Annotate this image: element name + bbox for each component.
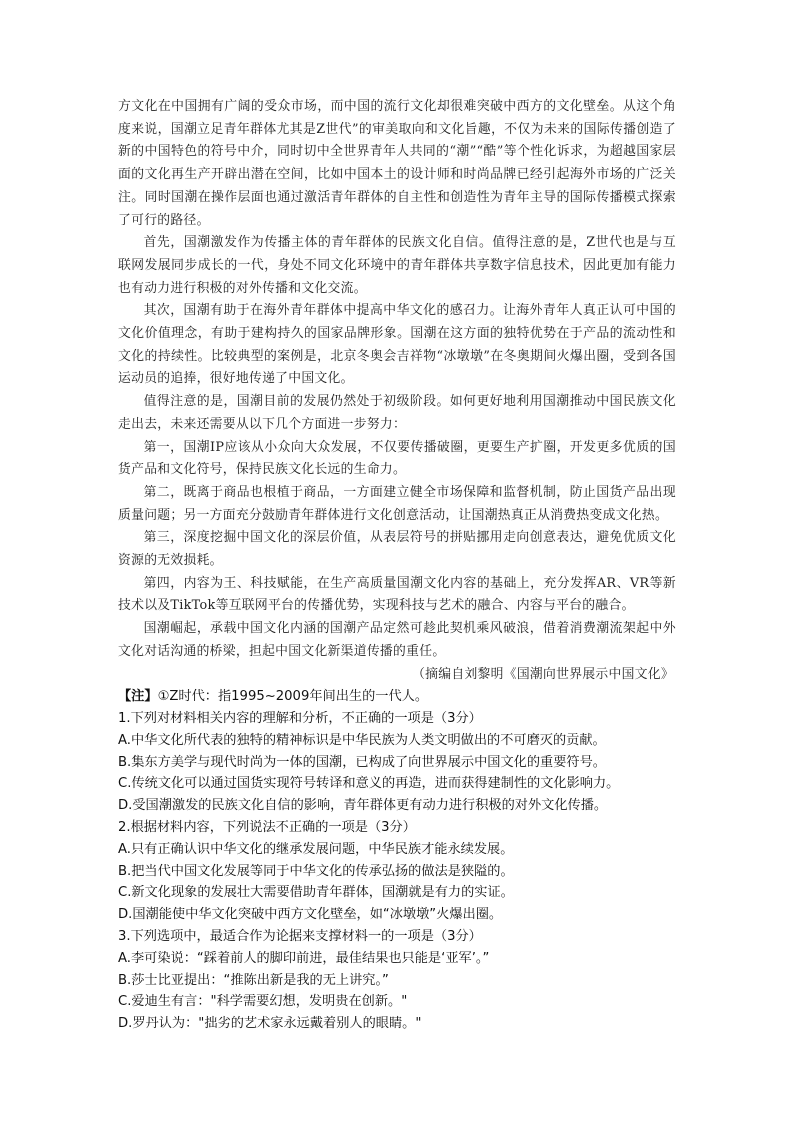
question-1-stem: 1.下列对材料相关内容的理解和分析，不正确的一项是（3分） — [118, 711, 482, 727]
question-3-option-b: B.莎士比亚提出：“推陈出新是我的无上讲究。” — [118, 972, 389, 988]
passage-source: （摘编自刘黎明《国潮向世界展示中国文化》 — [412, 666, 674, 682]
reading-passage — [118, 96, 676, 686]
footnote-text: ①Z时代：指1995~2009年间出生的一代人。 — [157, 689, 429, 705]
passage-paragraph-1: 方文化在中国拥有广阔的受众市场，而中国的流行文化却很难突破中西方的文化壁垒。从这个角度来说，国潮立足青年群体尤其是Z世代”的审美取向和文化旨趣，不仅为未来的国际传播创造了新的中国特色的符号中介，同时切中全世界青年人共同的“潮”“酷”等个性化诉求，为超越国家层面的文化再生产开辟出潜在空间，比如中国本土的设计师和时尚品牌已经引起海外市场的广泛关注。同时国潮在操作层面也通过激活青年群体的自主性和创造性为青年主导的国际传播模式探索了可行的路径。 — [118, 99, 676, 228]
question-1-option-c: C.传统文化可以通过国货实现符号转译和意义的再造，进而获得建制性的文化影响力。 — [118, 776, 620, 792]
question-section — [118, 686, 676, 1035]
question-2-option-c: C.新文化现象的发展壮大需要借助青年群体，国潮就是有力的实证。 — [118, 885, 514, 901]
question-2-option-d: D.国潮能使中华文化突破中西方文化壁垒，如“冰墩墩”火爆出圈。 — [118, 907, 503, 923]
footnote-label: 【注】 — [118, 689, 158, 705]
question-2-option-b: B.把当代中国文化发展等同于中华文化的传承弘扬的做法是狭隘的。 — [118, 863, 514, 879]
passage-paragraph-3: 其次，国潮有助于在海外青年群体中提高中华文化的感召力。让海外青年人真正认可中国的文化价值理念，有助于建构持久的国家品牌形象。国潮在这方面的独特优势在于产品的流动性和文化的持续性。比较典型的案例是，北京冬奥会吉祥物“冰墩墩”在冬奥期间火爆出圈，受到各国运动员的追捧，很好地传递了中国文化。 — [118, 303, 676, 387]
passage-paragraph-7: 第三，深度挖掘中国文化的深层价值，从表层符号的拼贴挪用走向创意表达，避免优质文化资源的无效损耗。 — [118, 530, 676, 569]
question-2-stem: 2.根据材料内容，下列说法不正确的一项是（3分） — [118, 820, 416, 836]
passage-paragraph-5: 第一，国潮IP应该从小众向大众发展，不仅要传播破圈，更要生产扩圈，开发更多优质的国货产品和文化符号，保持民族文化长远的生命力。 — [118, 439, 676, 478]
passage-paragraph-2: 首先，国潮激发作为传播主体的青年群体的民族文化自信。值得注意的是，Z世代也是与互联网发展同步成长的一代，身处不同文化环境中的青年群体共享数字信息技术，因此更加有能力也有动力进行积极的对外传播和文化交流。 — [118, 235, 676, 296]
question-3-stem: 3.下列选项中，最适合作为论据来支撑材料一的一项是（3分） — [118, 929, 482, 945]
question-3-option-a: A.李可染说：“踩着前人的脚印前进，最佳结果也只能是‘亚军’。” — [118, 950, 490, 966]
question-3-option-d: D.罗丹认为："拙劣的艺术家永远戴着别人的眼睛。" — [118, 1016, 422, 1032]
question-3-option-c: C.爱迪生有言："科学需要幻想，发明贵在创新。" — [118, 994, 408, 1010]
question-1-option-d: D.受国潮激发的民族文化自信的影响，青年群体更有动力进行积极的对外文化传播。 — [118, 798, 608, 814]
passage-paragraph-9: 国潮崛起，承载中国文化内涵的国潮产品定然可趁此契机乘风破浪，借着消费潮流架起中外文化对话沟通的桥梁，担起中国文化新渠道传播的重任。 — [118, 621, 676, 659]
question-1-option-b: B.集东方美学与现代时尚为一体的国潮，已构成了向世界展示中国文化的重要符号。 — [118, 754, 606, 770]
question-1-option-a: A.中华文化所代表的独特的精神标识是中华民族为人类文明做出的不可磨灭的贡献。 — [118, 732, 606, 748]
question-2-option-a: A.只有正确认识中华文化的继承发展问题，中华民族才能永续发展。 — [118, 841, 514, 857]
exam-page — [118, 96, 676, 1035]
footnote — [118, 686, 676, 708]
passage-paragraph-6: 第二，既离于商品也根植于商品，一方面建立健全市场保障和监督机制，防止国货产品出现质量问题；另一方面充分鼓励青年群体进行文化创意活动，让国潮热真正从消费热变成文化热。 — [118, 484, 676, 523]
passage-paragraph-4: 值得注意的是，国潮目前的发展仍然处于初级阶段。如何更好地利用国潮推动中国民族文化走出去，未来还需要从以下几个方面进一步努力： — [118, 394, 676, 432]
passage-paragraph-8: 第四，内容为王、科技赋能，在生产高质量国潮文化内容的基础上，充分发挥AR、VR等新技术以及TikTok等互联网平台的传播优势，实现科技与艺术的融合、内容与平台的融合。 — [118, 575, 676, 614]
